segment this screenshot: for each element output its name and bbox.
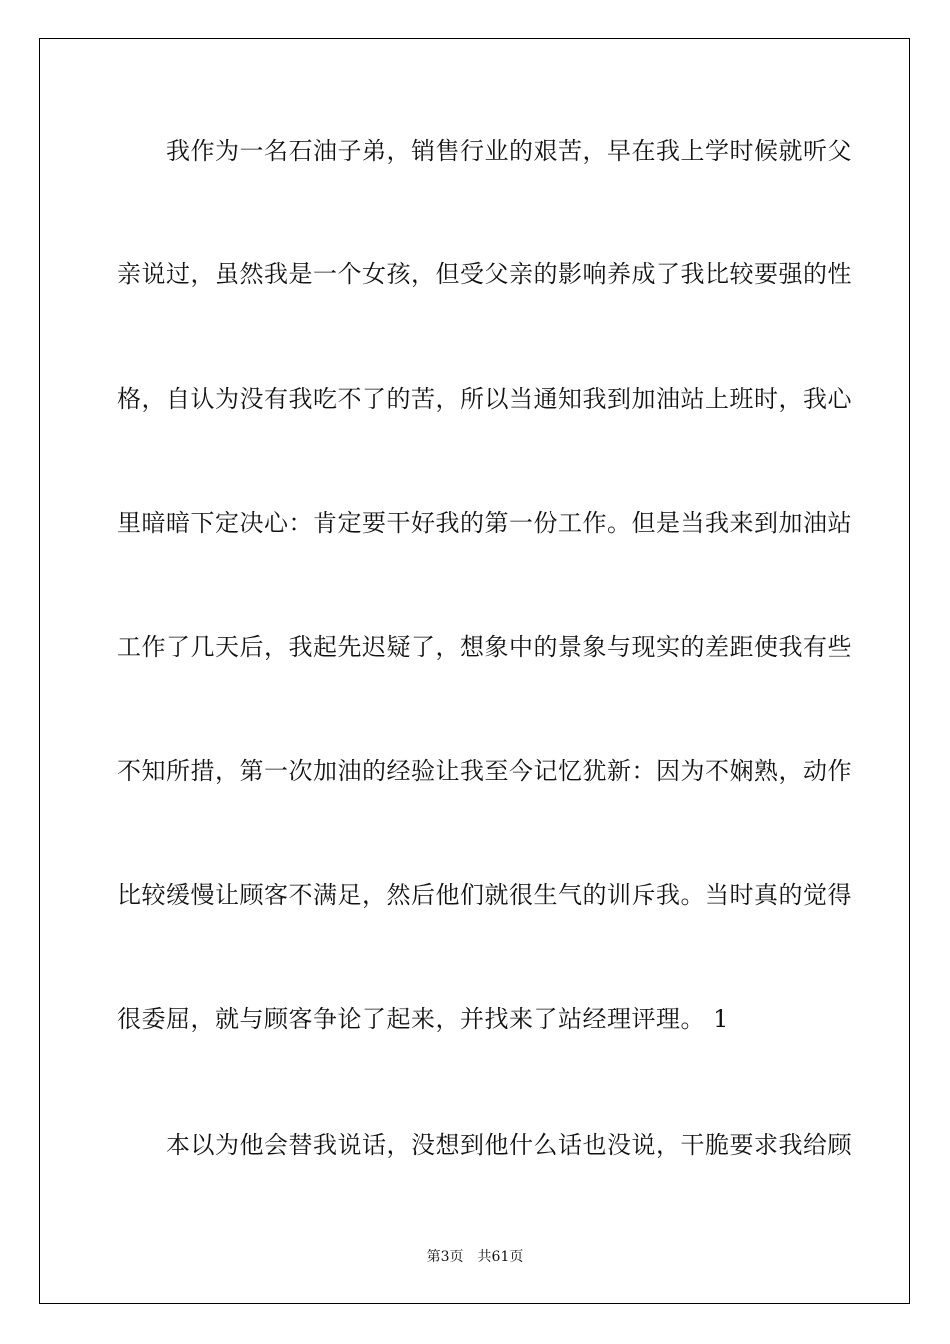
text-line: 很委屈，就与顾客争论了起来，并找来了站经理评理。 1 bbox=[117, 1005, 729, 1033]
text-line: 格，自认为没有我吃不了的苦，所以当通知我到加油站上班时，我心 bbox=[117, 385, 852, 413]
page-total: 共61页 bbox=[477, 1249, 524, 1265]
text-line: 比较缓慢让顾客不满足，然后他们就很生气的训斥我。当时真的觉得 bbox=[117, 881, 852, 909]
text-line: 我作为一名石油子弟，销售行业的艰苦，早在我上学时候就听父 bbox=[117, 137, 852, 165]
page-number: 第3页 bbox=[426, 1249, 464, 1265]
page-border bbox=[39, 38, 910, 1304]
text-line: 里暗暗下定决心：肯定要干好我的第一份工作。但是当我来到加油站 bbox=[117, 509, 852, 537]
text-line: 不知所措，第一次加油的经验让我至今记忆犹新：因为不娴熟，动作 bbox=[117, 757, 852, 785]
text-line: 本以为他会替我说话，没想到他什么话也没说，干脆要求我给顾 bbox=[117, 1131, 852, 1159]
text-line: 工作了几天后，我起先迟疑了，想象中的景象与现实的差距使我有些 bbox=[117, 633, 852, 661]
text-line: 亲说过，虽然我是一个女孩，但受父亲的影响养成了我比较要强的性 bbox=[117, 260, 852, 288]
page-footer bbox=[0, 1246, 950, 1266]
